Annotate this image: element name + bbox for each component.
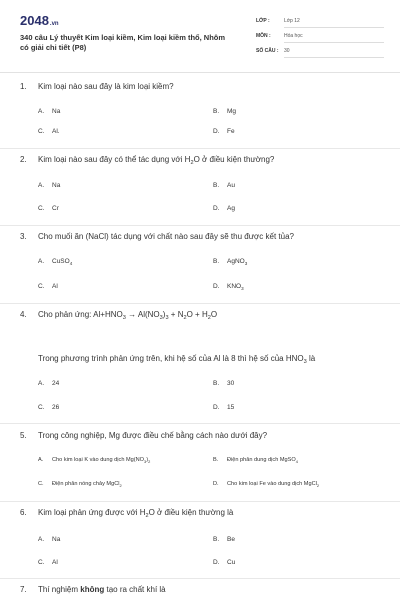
option-letter: C. — [38, 559, 45, 566]
document-title: 340 câu Lý thuyết Kim loại kiềm, Kim loại kiềm thổ, Nhôm có giải chi tiết (P8) — [20, 33, 226, 52]
option-letter: D. — [213, 205, 220, 212]
answer-option[interactable] — [213, 380, 234, 387]
option-letter: D. — [213, 128, 220, 135]
option-letter: C. — [38, 128, 45, 135]
question-text: Trong công nghiệp, Mg được điều chế bằng cách nào dưới đây? — [38, 431, 268, 440]
question-stem — [20, 310, 217, 319]
option-letter: C. — [38, 481, 44, 487]
logo-suffix: .vn — [49, 21, 59, 27]
answer-option[interactable] — [38, 559, 58, 566]
answer-option[interactable] — [213, 205, 235, 212]
question-text: Kim loại nào sau đây là kim loại kiềm? — [38, 82, 174, 91]
question-text: Kim loại nào sau đây có thể tác dụng với $H_2O$ ở điều kiện thường? — [38, 155, 275, 166]
answer-option[interactable] — [213, 536, 235, 543]
option-letter: D. — [213, 283, 220, 290]
question-number: 2. — [20, 155, 27, 164]
option-letter: A. — [38, 457, 44, 463]
option-text: Cu — [227, 559, 236, 566]
answer-option[interactable] — [38, 205, 59, 212]
option-text: 24 — [52, 380, 60, 387]
answer-option[interactable] — [38, 536, 60, 543]
question-number: 5. — [20, 431, 27, 440]
question-text: Cho muối ăn (NaCl) tác dụng với chất nào sau đây sẽ thu được kết tủa? — [38, 232, 294, 241]
answer-option[interactable] — [38, 457, 150, 463]
option-letter: B. — [213, 536, 220, 543]
option-text: $KNO_3$ — [227, 283, 244, 291]
question-divider — [0, 423, 400, 424]
option-letter: B. — [213, 457, 219, 463]
option-text: Ag — [227, 205, 235, 212]
question-number: 7. — [20, 585, 27, 594]
meta-key: SỐ CÂU : — [256, 48, 279, 54]
answer-option[interactable] — [38, 404, 59, 411]
option-text: Be — [227, 536, 235, 543]
question-divider — [0, 303, 400, 304]
header-divider — [0, 72, 400, 73]
option-text: Al — [52, 559, 58, 566]
question-stem — [20, 82, 174, 91]
option-text: Mg — [227, 108, 237, 115]
option-text: Cho kim loại K vào dung dịch $Mg(NO_3)_2$ — [52, 457, 151, 464]
option-letter: A. — [38, 108, 45, 115]
meta-key: MÔN : — [256, 33, 271, 39]
meta-value: 30 — [284, 48, 384, 58]
answer-option[interactable] — [213, 108, 236, 115]
answer-option[interactable] — [213, 559, 235, 566]
option-text: 15 — [227, 404, 235, 411]
answer-option[interactable] — [213, 481, 319, 487]
option-letter: B. — [213, 380, 220, 387]
option-text: Na — [52, 108, 61, 115]
option-letter: C. — [38, 205, 45, 212]
question-stem — [20, 232, 294, 241]
option-letter: A. — [38, 380, 45, 387]
question-text: Cho phản ứng: $Al+HNO_3 \to Al(NO_3)_3 + N_2O + H_2O$ — [38, 310, 218, 321]
question-extra-text: Trong phương trình phản ứng trên, khi hệ số của Al là 8 thì hệ số của $HNO_3$ là — [38, 354, 316, 365]
question-text: Kim loại phản ứng được với $H_2O$ ở điều kiện thường là — [38, 508, 234, 519]
option-text: CuSO$_4$ — [52, 258, 73, 266]
answer-option[interactable] — [38, 283, 58, 290]
option-text: Điện phân nóng chảy MgCl$_2$ — [52, 481, 122, 488]
option-letter: C. — [38, 283, 45, 290]
answer-option[interactable] — [38, 182, 60, 189]
option-letter: A. — [38, 536, 45, 543]
question-stem — [20, 585, 166, 594]
question-stem — [20, 508, 233, 517]
question-stem — [20, 155, 274, 164]
option-letter: A. — [38, 182, 45, 189]
option-text: Cho kim loại Fe vào dung dịch MgCl$_2$ — [227, 481, 320, 488]
option-text: 26 — [52, 404, 60, 411]
option-letter: C. — [38, 404, 45, 411]
option-text: Fe — [227, 128, 235, 135]
option-text: Na — [52, 182, 61, 189]
question-number: 4. — [20, 310, 27, 319]
answer-option[interactable] — [213, 128, 235, 135]
meta-value: Lớp 12 — [284, 18, 384, 28]
option-text: Điện phân dung dịch MgSO$_4$ — [227, 457, 298, 464]
logo-text: 2048 — [20, 13, 49, 28]
option-text: Al — [52, 283, 58, 290]
question-divider — [0, 578, 400, 579]
answer-option[interactable] — [38, 481, 122, 487]
question-number: 6. — [20, 508, 27, 517]
option-text: Na — [52, 536, 61, 543]
answer-option[interactable] — [213, 404, 234, 411]
answer-option[interactable] — [213, 182, 235, 189]
answer-option[interactable] — [213, 283, 244, 290]
meta-key: LỚP : — [256, 18, 270, 24]
question-divider — [0, 225, 400, 226]
option-letter: B. — [213, 182, 220, 189]
answer-option[interactable] — [38, 108, 60, 115]
answer-option[interactable] — [213, 258, 247, 265]
option-text: Al. — [52, 128, 60, 135]
option-text: Cr — [52, 205, 59, 212]
page-header — [0, 0, 400, 72]
option-letter: B. — [213, 108, 220, 115]
option-text: Au — [227, 182, 235, 189]
option-text: AgNO$_3$ — [227, 258, 248, 266]
option-letter: B. — [213, 258, 220, 265]
meta-value: Hóa học — [284, 33, 384, 43]
option-letter: D. — [213, 404, 220, 411]
question-divider — [0, 148, 400, 149]
question-text: Thí nghiệm không tạo ra chất khí là — [38, 585, 166, 594]
option-letter: D. — [213, 481, 219, 487]
question-divider — [0, 501, 400, 502]
question-stem — [20, 431, 267, 440]
option-letter: D. — [213, 559, 220, 566]
answer-option[interactable] — [213, 457, 298, 463]
answer-option[interactable] — [38, 258, 72, 265]
option-letter: A. — [38, 258, 45, 265]
site-logo[interactable] — [20, 13, 59, 28]
answer-option[interactable] — [38, 128, 60, 135]
option-text: 30 — [227, 380, 235, 387]
answer-option[interactable] — [38, 380, 59, 387]
question-number: 1. — [20, 82, 27, 91]
question-number: 3. — [20, 232, 27, 241]
